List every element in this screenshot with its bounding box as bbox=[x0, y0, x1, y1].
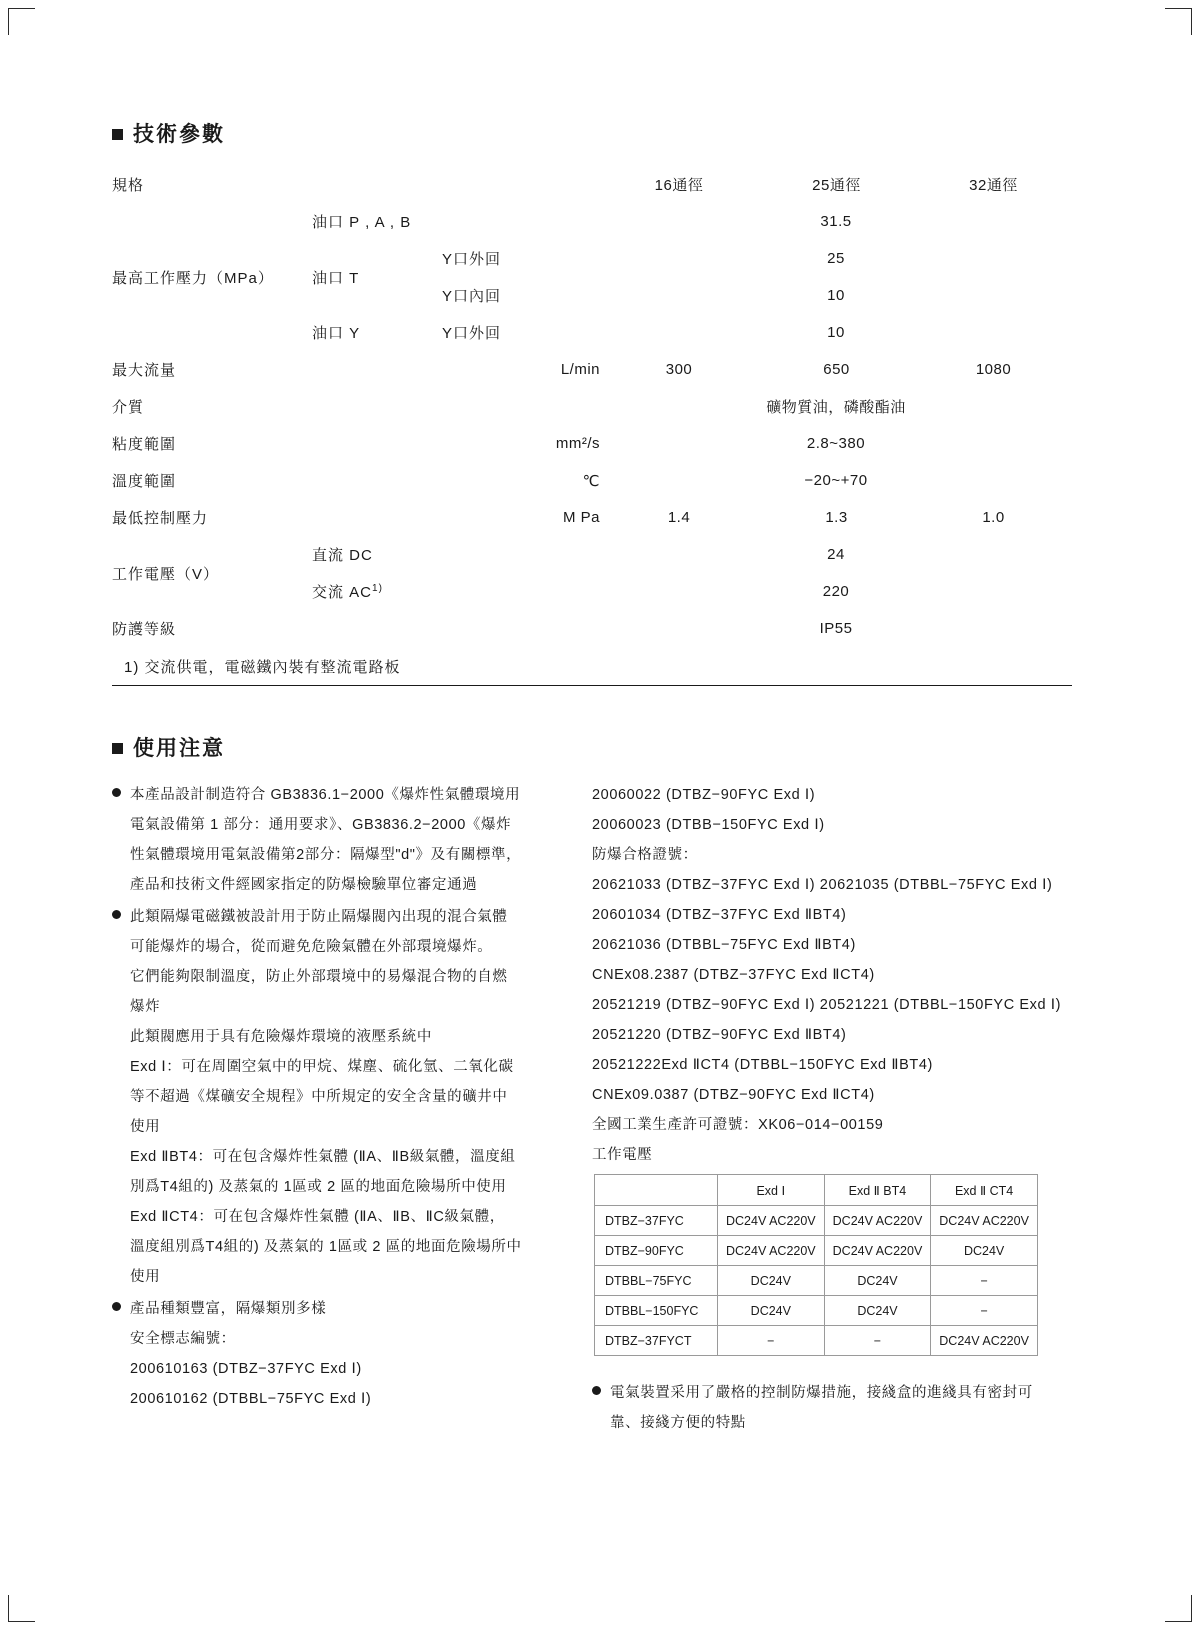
spec-label-medium: 介質 bbox=[112, 399, 145, 416]
spec-footnote: 1) 交流供電，電磁鐵內裝有整流電路板 bbox=[124, 659, 401, 676]
spec-value-temperature: −20~+70 bbox=[804, 472, 868, 489]
spec-sub-port-t: 油口 T bbox=[312, 269, 360, 287]
spec-label-voltage: 工作電壓（V） bbox=[112, 565, 220, 583]
spec-sub-voltage-ac bbox=[312, 573, 600, 610]
note-line: 可能爆炸的場合，從而避免危險氣體在外部環境爆炸。 bbox=[130, 939, 493, 955]
voltage-cell: DC24V AC220V bbox=[718, 1206, 825, 1236]
table-row-protection bbox=[112, 610, 1072, 647]
notes-right-column bbox=[592, 780, 1072, 1440]
cert-line: 20621033 (DTBZ−37FYC Exd Ⅰ) 20621035 (DTBBL−75FYC Exd Ⅰ) bbox=[592, 877, 1053, 893]
bullet-dot-icon bbox=[112, 788, 121, 797]
note-line: 性氣體環境用電氣設備第2部分：隔爆型"d"》及有關標準， bbox=[130, 847, 522, 863]
spec-value-viscosity: 2.8~380 bbox=[806, 435, 866, 452]
voltage-cell: DC24V bbox=[824, 1296, 931, 1326]
voltage-cell: DC24V bbox=[718, 1266, 825, 1296]
table-row-viscosity bbox=[112, 425, 1072, 462]
note-bullet-4 bbox=[592, 1378, 1072, 1438]
spec-sub-port-pab: 油口 P , A , B bbox=[312, 214, 412, 231]
note-line: 溫度組別爲T4組的) 及蒸氣的 1區或 2 區的地面危險場所中 bbox=[130, 1239, 522, 1255]
note-line: 別爲T4組的) 及蒸氣的 1區或 2 區的地面危險場所中使用 bbox=[130, 1179, 507, 1195]
spec-value-minctrl-25: 1.3 bbox=[825, 509, 848, 526]
note-line: 爆炸 bbox=[130, 999, 161, 1015]
cert-line: 20060022 (DTBZ−90FYC Exd Ⅰ) bbox=[592, 787, 816, 803]
spec-label-protection: 防護等級 bbox=[112, 621, 177, 638]
spec-table bbox=[112, 166, 1072, 647]
note-line: 此類隔爆電磁鐵被設計用于防止隔爆閥內出現的混合氣體 bbox=[130, 909, 508, 925]
bullet-dot-icon bbox=[112, 1302, 121, 1311]
spec-value-minctrl-16: 1.4 bbox=[667, 509, 691, 526]
table-row-max-flow bbox=[112, 351, 1072, 388]
spec-sub2-y-outer-y: Y口外回 bbox=[442, 325, 502, 342]
note-line: 產品種類豐富，隔爆類別多樣 bbox=[130, 1301, 327, 1317]
spec-sub-voltage-ac-sup: 1) bbox=[372, 583, 383, 594]
voltage-table-header-row bbox=[595, 1175, 1038, 1206]
voltage-cell: DC24V bbox=[718, 1296, 825, 1326]
spec-label-max-pressure: 最高工作壓力（MPa） bbox=[112, 269, 274, 287]
spec-sub-port-y: 油口 Y bbox=[312, 325, 361, 342]
table-row-header bbox=[112, 166, 1072, 203]
section-heading-notes bbox=[112, 732, 1072, 762]
notes-section bbox=[112, 732, 1072, 1440]
spec-table-bottom-rule bbox=[112, 685, 1072, 686]
note-line: 等不超過《煤礦安全規程》中所規定的安全含量的礦井中 bbox=[130, 1089, 508, 1105]
bullet-dot-icon bbox=[112, 910, 121, 919]
spec-label-max-flow: 最大流量 bbox=[112, 362, 177, 379]
note-line: 此類閥應用于具有危險爆炸環境的液壓系統中 bbox=[130, 1029, 432, 1045]
voltage-cell: − bbox=[931, 1266, 1038, 1296]
voltage-table bbox=[594, 1174, 1038, 1356]
voltage-table-title: 工作電壓 bbox=[592, 1147, 653, 1163]
note-line: 電氣裝置采用了嚴格的控制防爆措施，接綫盒的進綫具有密封可 bbox=[610, 1385, 1033, 1401]
spec-value-minctrl-32: 1.0 bbox=[982, 509, 1005, 526]
voltage-cell: DC24V bbox=[931, 1236, 1038, 1266]
table-row-temperature bbox=[112, 462, 1072, 499]
note-line: 本產品設計制造符合 GB3836.1−2000《爆炸性氣體環境用 bbox=[130, 787, 521, 803]
voltage-cell: DC24V AC220V bbox=[824, 1206, 931, 1236]
table-row-pressure-pab bbox=[112, 203, 1072, 240]
note-line: Exd Ⅰ：可在周圍空氣中的甲烷、煤塵、硫化氫、二氧化碳 bbox=[130, 1059, 514, 1075]
page-content bbox=[112, 118, 1072, 1440]
note-line: Exd ⅡCT4：可在包含爆炸性氣體 (ⅡA、ⅡB、ⅡC級氣體， bbox=[130, 1209, 505, 1225]
note-line: 靠、接綫方便的特點 bbox=[610, 1415, 746, 1431]
note-line: 安全標志編號： bbox=[130, 1331, 236, 1347]
cert-line: 防爆合格證號： bbox=[592, 847, 698, 863]
cert-line: CNEx08.2387 (DTBZ−37FYC Exd ⅡCT4) bbox=[592, 967, 875, 983]
notes-columns bbox=[112, 780, 1072, 1440]
section-title-notes: 使用注意 bbox=[133, 737, 225, 760]
cert-line: 20621036 (DTBBL−75FYC Exd ⅡBT4) bbox=[592, 937, 856, 953]
cert-line: 20060023 (DTBB−150FYC Exd Ⅰ) bbox=[592, 817, 825, 833]
spec-unit-min-ctrl: M Pa bbox=[562, 509, 600, 526]
spec-unit-temperature: ℃ bbox=[582, 472, 600, 490]
voltage-cell: − bbox=[931, 1296, 1038, 1326]
note-line: 電氣設備第 1 部分：通用要求》、GB3836.2−2000《爆炸 bbox=[130, 817, 512, 833]
note-line: 使用 bbox=[130, 1269, 161, 1285]
square-bullet-icon bbox=[112, 129, 123, 140]
voltage-table-header-exd1: Exd Ⅰ bbox=[718, 1175, 825, 1206]
voltage-row-label: DTBBL−150FYC bbox=[595, 1296, 718, 1326]
spec-value-flow-16: 300 bbox=[665, 361, 693, 378]
spec-sub2-y-outer-t: Y口外回 bbox=[442, 251, 502, 268]
spec-value-pressure-t-in: 10 bbox=[827, 287, 845, 304]
table-row-min-control-pressure bbox=[112, 499, 1072, 536]
voltage-table-corner bbox=[595, 1175, 718, 1206]
spec-unit-max-flow: L/min bbox=[560, 361, 600, 378]
spec-value-flow-32: 1080 bbox=[975, 361, 1012, 378]
voltage-cell: − bbox=[718, 1326, 825, 1356]
voltage-cell: DC24V AC220V bbox=[718, 1236, 825, 1266]
voltage-cell: DC24V AC220V bbox=[931, 1326, 1038, 1356]
table-row bbox=[595, 1206, 1038, 1236]
section-heading-spec bbox=[112, 118, 1072, 148]
spec-header-col-25: 25通徑 bbox=[812, 177, 861, 194]
cert-line: 全國工業生產許可證號：XK06−014−00159 bbox=[592, 1117, 884, 1133]
table-row-medium bbox=[112, 388, 1072, 425]
cert-line: 20521220 (DTBZ−90FYC Exd ⅡBT4) bbox=[592, 1027, 847, 1043]
crop-mark-bottom-right bbox=[1165, 1595, 1192, 1622]
note-line: 200610162 (DTBBL−75FYC Exd Ⅰ) bbox=[130, 1391, 372, 1407]
spec-label-min-ctrl: 最低控制壓力 bbox=[112, 510, 209, 527]
note-line: Exd ⅡBT4：可在包含爆炸性氣體 (ⅡA、ⅡB級氣體，溫度組 bbox=[130, 1149, 516, 1165]
spec-header-label: 規格 bbox=[112, 177, 145, 194]
crop-mark-top-right bbox=[1165, 8, 1192, 35]
voltage-cell: − bbox=[824, 1326, 931, 1356]
spec-unit-viscosity: mm²/s bbox=[555, 435, 600, 452]
note-line: 它們能夠限制溫度，防止外部環境中的易爆混合物的自燃 bbox=[130, 969, 508, 985]
crop-mark-top-left bbox=[8, 8, 35, 35]
cert-line: CNEx09.0387 (DTBZ−90FYC Exd ⅡCT4) bbox=[592, 1087, 875, 1103]
bullet-dot-icon bbox=[592, 1386, 601, 1395]
note-bullet-1 bbox=[112, 780, 592, 900]
table-row bbox=[595, 1296, 1038, 1326]
voltage-cell: DC24V bbox=[824, 1266, 931, 1296]
cert-line: 20601034 (DTBZ−37FYC Exd ⅡBT4) bbox=[592, 907, 847, 923]
spec-sub-voltage-dc: 直流 DC bbox=[312, 547, 373, 564]
table-row bbox=[595, 1326, 1038, 1356]
voltage-table-header-exd2ct4: Exd Ⅱ CT4 bbox=[931, 1175, 1038, 1206]
notes-left-column bbox=[112, 780, 592, 1440]
section-title-spec: 技術參數 bbox=[133, 123, 225, 146]
voltage-row-label: DTBZ−37FYCT bbox=[595, 1326, 718, 1356]
spec-value-protection: IP55 bbox=[819, 620, 853, 637]
voltage-cell: DC24V AC220V bbox=[931, 1206, 1038, 1236]
spec-value-voltage-ac: 220 bbox=[822, 583, 850, 600]
spec-value-flow-25: 650 bbox=[823, 361, 850, 378]
voltage-row-label: DTBZ−37FYC bbox=[595, 1206, 718, 1236]
square-bullet-icon-2 bbox=[112, 743, 123, 754]
spec-header-col-16: 16通徑 bbox=[654, 177, 704, 194]
spec-value-voltage-dc: 24 bbox=[827, 546, 845, 563]
spec-value-pressure-pab: 31.5 bbox=[820, 213, 852, 230]
voltage-table-header-exd2bt4: Exd Ⅱ BT4 bbox=[824, 1175, 931, 1206]
voltage-cell: DC24V AC220V bbox=[824, 1236, 931, 1266]
table-row-voltage-dc bbox=[112, 536, 1072, 573]
spec-label-viscosity: 粘度範圍 bbox=[112, 436, 177, 453]
spec-sub-voltage-ac-text: 交流 AC bbox=[312, 584, 373, 601]
spec-label-temperature: 溫度範圍 bbox=[112, 473, 177, 490]
voltage-row-label: DTBZ−90FYC bbox=[595, 1236, 718, 1266]
spec-header-col-32: 32通徑 bbox=[969, 177, 1018, 194]
note-line: 產品和技術文件經國家指定的防爆檢驗單位審定通過 bbox=[130, 877, 478, 893]
table-row bbox=[595, 1266, 1038, 1296]
note-line: 200610163 (DTBZ−37FYC Exd Ⅰ) bbox=[130, 1361, 362, 1377]
note-bullet-2 bbox=[112, 902, 592, 1292]
cert-line: 20521222Exd ⅡCT4 (DTBBL−150FYC Exd ⅡBT4) bbox=[592, 1057, 933, 1073]
table-row bbox=[595, 1236, 1038, 1266]
voltage-row-label: DTBBL−75FYC bbox=[595, 1266, 718, 1296]
spec-value-pressure-t-out: 25 bbox=[827, 250, 845, 267]
cert-line: 20521219 (DTBZ−90FYC Exd Ⅰ) 20521221 (DTBBL−150FYC Exd Ⅰ) bbox=[592, 997, 1062, 1013]
spec-sub2-y-inner-t: Y口內回 bbox=[442, 288, 502, 305]
spec-value-pressure-y: 10 bbox=[827, 324, 845, 341]
crop-mark-bottom-left bbox=[8, 1595, 35, 1622]
note-bullet-3 bbox=[112, 1294, 592, 1414]
note-line: 使用 bbox=[130, 1119, 161, 1135]
spec-value-medium: 礦物質油，磷酸酯油 bbox=[766, 399, 906, 416]
